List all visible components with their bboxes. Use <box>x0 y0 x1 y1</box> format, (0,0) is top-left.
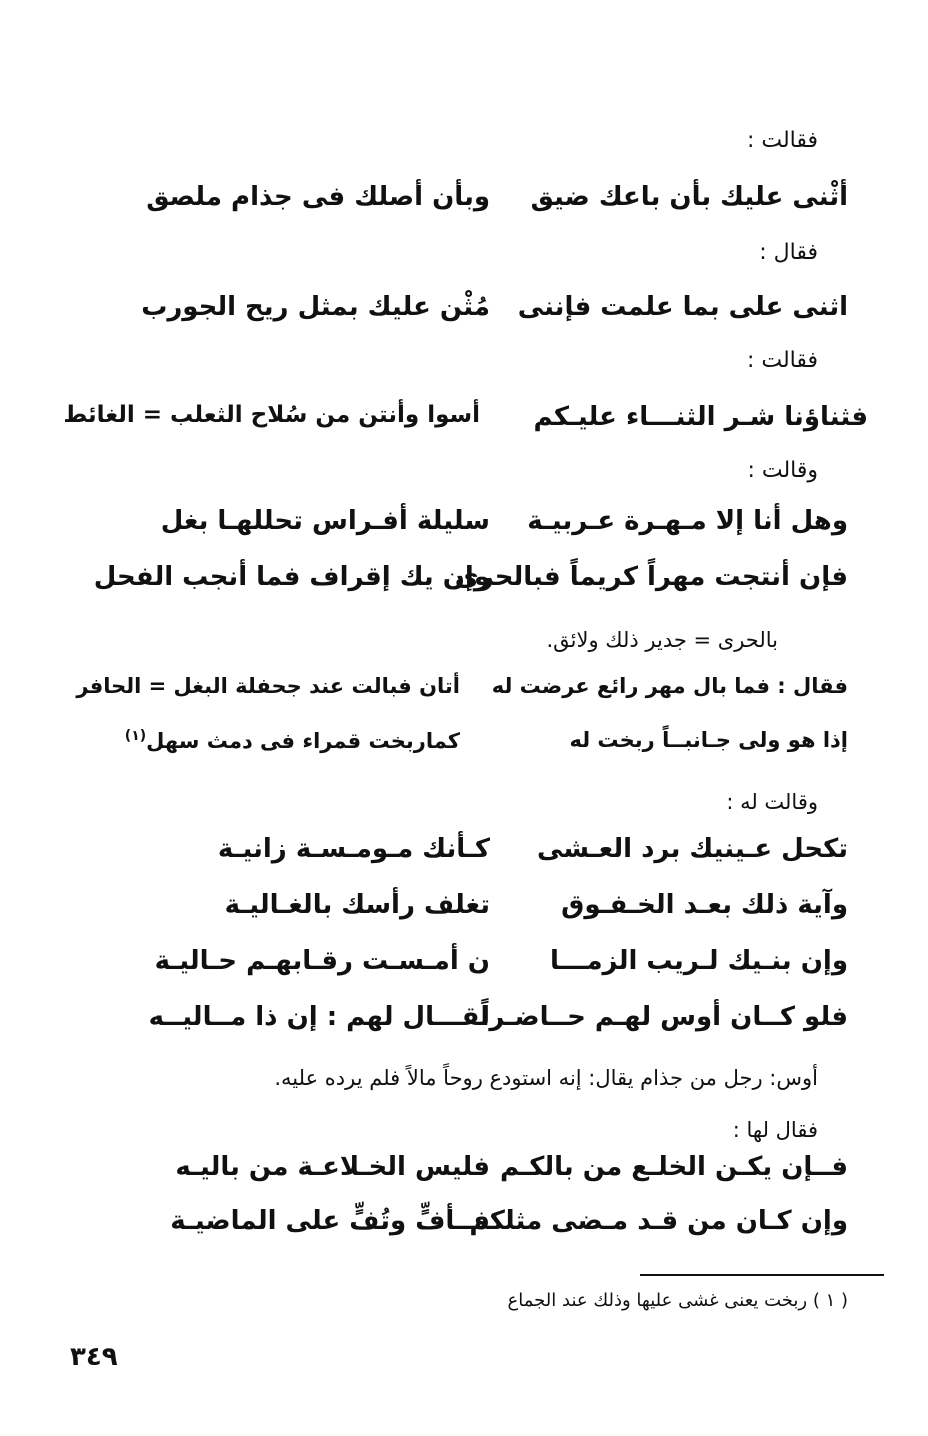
hemistich-first: وإن كـان من قـد مـضى مثلكم <box>469 1206 848 1236</box>
speaker-line: فقال : <box>759 240 818 265</box>
verse <box>80 182 848 226</box>
hemistich-first: فثناؤنا شـر الثنـــاء عليـكم <box>533 402 868 432</box>
hemistich-second: مُثْن عليك بمثل ريح الجورب <box>141 292 490 322</box>
explanatory-note: أوس: رجل من جذام يقال: إنه استودع روحاً مالاً فلم يرده عليه. <box>274 1066 818 1090</box>
explanatory-note: بالحرى = جدير ذلك ولائق. <box>546 628 778 652</box>
hemistich-first: تكحل عـينيك برد العـشى <box>537 834 848 864</box>
hemistich-second: وإن يك إقراف فما أنجب الفحل <box>93 562 490 592</box>
hemistich-second: لقـــال لهم : إن ذا مــاليــه <box>148 1002 490 1032</box>
hemistich-first: فلو كــان أوس لهـم حــاضـراً <box>480 1002 848 1032</box>
verse <box>76 674 848 718</box>
hemistich-second: ن أمـسـت رقـابهـم حـاليـة <box>154 946 490 976</box>
hemistich-first: وهل أنا إلا مـهـرة عـربيـة <box>527 506 848 536</box>
hemistich-text: كماربخت قمراء فى دمث سهل <box>146 729 460 753</box>
verse <box>80 1002 848 1046</box>
hemistich-first: فــإن يكـن الخلـع من بالكـم <box>500 1152 848 1182</box>
speaker-line: فقالت : <box>746 128 818 153</box>
speaker-line: فقال لها : <box>732 1118 818 1142</box>
hemistich-second: كـأنك مـومـسـة زانيـة <box>217 834 490 864</box>
verse <box>80 562 848 606</box>
verse <box>80 834 848 878</box>
hemistich-second: أتان فبالت عند جحفلة البغل = الحافر <box>76 674 460 698</box>
footnote-divider <box>640 1274 884 1276</box>
verse <box>80 1152 848 1196</box>
hemistich-second: فليس الخـلاعـة من باليـه <box>175 1152 490 1182</box>
hemistich-second: وبأن أصلك فى جذام ملصق <box>146 182 490 212</box>
verse <box>80 890 848 934</box>
verse <box>80 506 848 550</box>
hemistich-first: وإن بنـيك لـريب الزمـــا <box>550 946 848 976</box>
speaker-line: فقالت : <box>746 348 818 373</box>
hemistich-first: فقال : فما بال مهر رائع عرضت له <box>491 674 848 698</box>
page-number: ٣٤٩ <box>70 1342 118 1372</box>
hemistich-second <box>80 728 460 753</box>
footnote-marker[interactable]: (١) <box>124 728 147 744</box>
hemistich-second: تغلف رأسك بالغـاليـة <box>224 890 490 920</box>
hemistich-second: أسوا وأنتن من سُلاح الثعلب = الغائط <box>63 402 480 428</box>
verse <box>80 728 848 772</box>
hemistich-first: أثْنى عليك بأن باعك ضيق <box>530 182 848 212</box>
hemistich-first: إذا هو ولى جـانبــاً ربخت له <box>569 728 848 752</box>
footnote: ( ١ ) ربخت يعنى غشى عليها وذلك عند الجماع <box>507 1290 848 1311</box>
hemistich-first: اثنى على بما علمت فإننى <box>517 292 848 322</box>
hemistich-first: وآية ذلك بعـد الخـفـوق <box>561 890 848 920</box>
hemistich-first: فإن أنتجت مهراً كريماً فبالحرى <box>454 562 848 592</box>
speaker-line: وقالت له : <box>726 790 818 814</box>
verse <box>80 1206 848 1250</box>
verse <box>60 402 868 446</box>
verse <box>80 292 848 336</box>
verse <box>80 946 848 990</box>
speaker-line: وقالت : <box>747 458 818 483</box>
hemistich-second: فــأفٍّ وتُفٍّ على الماضيـة <box>170 1206 490 1236</box>
hemistich-second: سليلة أفـراس تحللهـا بغل <box>160 506 490 536</box>
